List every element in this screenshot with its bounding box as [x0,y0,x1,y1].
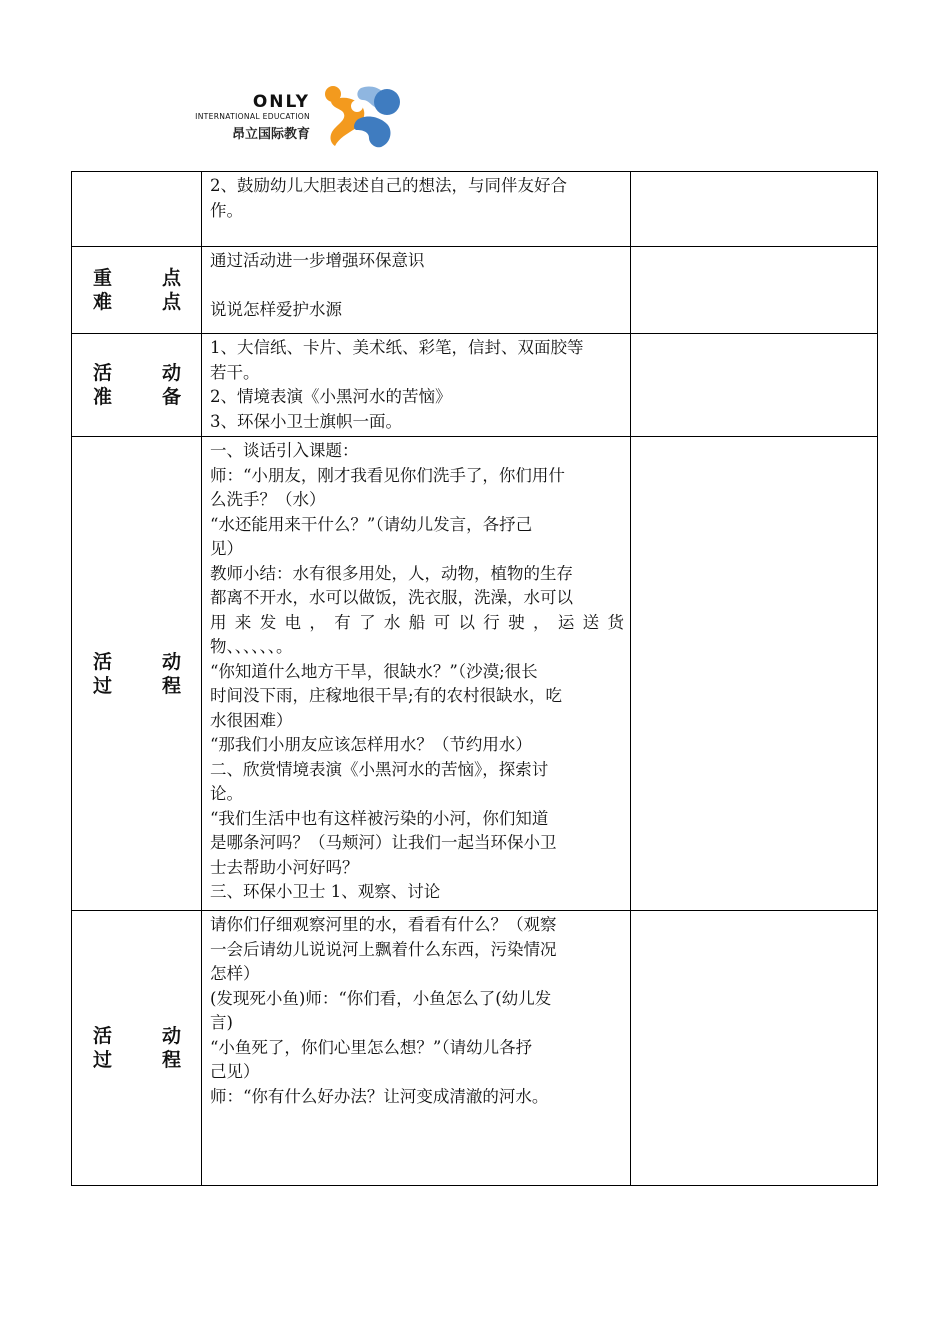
content-line: “小鱼死了，你们心里怎么想？”（请幼儿各抒 [210,1037,533,1057]
content-line: 1、大信纸、卡片、美术纸、彩笔，信封、双面胶等 [210,338,584,357]
content-line: 怎样） [210,964,260,983]
logo-subtitle: INTERNATIONAL EDUCATION [195,112,310,121]
content-line: 一会后请幼儿说说河上飘着什么东西，污染情况 [210,939,557,959]
label-line-2: 准 备 [93,386,181,408]
content-line: 3、环保小卫士旗帜一面。 [210,411,402,431]
label-line-1: 活 动 [93,1025,181,1047]
content-line: 见） [210,539,243,558]
content-line: “水还能用来干什么？”（请幼儿发言，各抒己 [210,514,533,534]
blank-line [210,274,624,298]
row-notes [631,334,878,437]
lesson-plan-table [71,171,878,1186]
row-label [72,437,202,911]
content-line: (发现死小鱼)师：“你们看，小鱼怎么了(幼儿发 [210,988,552,1008]
content-line: 师：“小朋友，刚才我看见你们洗手了，你们用什 [210,465,565,485]
content-line: 论。 [210,784,243,803]
content-line: 说说怎样爱护水源 [210,299,342,319]
table-row [72,247,878,334]
label-line-2: 过 程 [93,1049,181,1071]
content-line: 三、环保小卫士 1、观察、讨论 [210,882,441,901]
row-label [72,911,202,1186]
content-line: 物、、、、、、。 [210,637,293,656]
row-label [72,334,202,437]
content-line: 二、欣赏情境表演《小黑河水的苦恼》，探索讨 [210,759,549,779]
row-content [202,911,631,1186]
content-line: 2、情境表演《小黑河水的苦恼》 [210,387,452,406]
content-line: 言) [210,1013,233,1032]
row-label [72,247,202,334]
logo-chinese-name: 昂立国际教育 [231,127,310,142]
content-line: 师：“你有什么好办法？让河变成清澈的河水。 [210,1086,549,1106]
table-row [72,437,878,911]
content-line: 时间没下雨，庄稼地很干旱;有的农村很缺水，吃 [210,686,563,705]
label-line-2: 过 程 [93,674,181,697]
row-notes [631,172,878,247]
label-line-2: 难 点 [93,291,181,313]
label-line-1: 活 动 [93,650,181,673]
content-line: 作。 [210,200,243,220]
content-line: 是哪条河吗？（马颊河）让我们一起当环保小卫 [210,833,557,852]
row-content [202,172,631,247]
content-line: 用来发电，有了水船可以行驶，运送货 [210,612,624,632]
content-line: 请你们仔细观察河里的水，看看有什么？（观察 [210,915,557,934]
label-line-1: 重 点 [93,267,181,289]
content-line: 教师小结：水有很多用处，人，动物，植物的生存 [210,563,573,583]
row-notes [631,247,878,334]
label-line-1: 活 动 [93,362,181,384]
content-line: 水很困难） [210,710,293,730]
logo-brand-name: ONLY [252,92,310,112]
content-line: “那我们小朋友应该怎样用水？（节约用水） [210,735,532,754]
content-line: 2、鼓励幼儿大胆表述自己的想法，与同伴友好合 [210,176,567,195]
content-line: 一、谈话引入课题： [210,441,359,460]
content-line: 通过活动进一步增强环保意识 [210,251,425,270]
logo [152,80,402,156]
content-line: 若干。 [210,362,260,382]
content-line: 么洗手？（水） [210,490,326,509]
row-label [72,172,202,247]
content-line: 己见） [210,1062,260,1081]
people-logo-icon [317,80,407,156]
content-line: “我们生活中也有这样被污染的小河，你们知道 [210,808,549,828]
content-line: 都离不开水，水可以做饭，洗衣服，洗澡，水可以 [210,588,573,607]
table-row [72,911,878,1186]
content-line: “你知道什么地方干旱，很缺水？”（沙漠;很长 [210,661,538,681]
row-content [202,334,631,437]
row-notes [631,437,878,911]
table-row [72,334,878,437]
table-row [72,172,878,247]
row-notes [631,911,878,1186]
content-line: 士去帮助小河好吗？ [210,857,359,877]
row-content [202,247,631,334]
row-content [202,437,631,911]
